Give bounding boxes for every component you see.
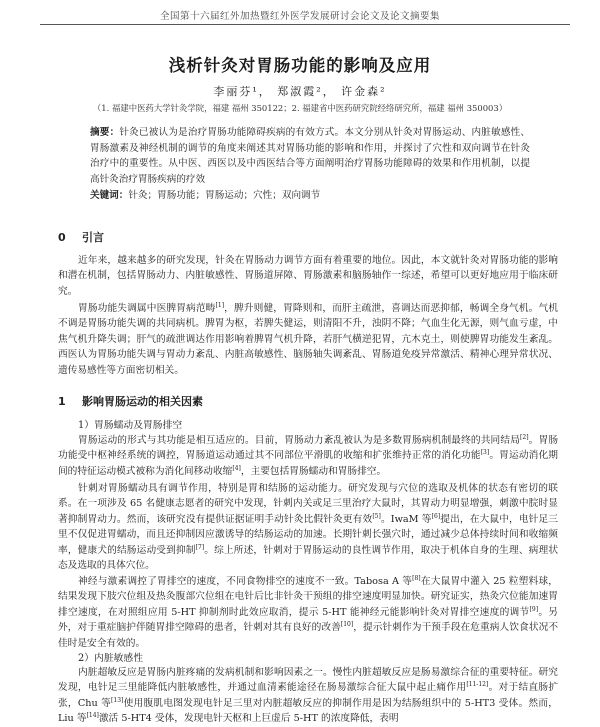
abstract-text: 针灸已被认为是治疗胃肠功能障碍疾病的有效方式。本文分别从针灸对胃肠运动、内脏敏感性、胃肠激素及神经机制的调节的角度来阐述其对胃肠功能的影响和作用，并探讨了穴性和双向调节在针灸治疗中的重要性。从中医、西医以及中西医结合等方面阐明治疗胃肠功能障碍的效果和作用机制，以提高针灸治疗胃肠疾病的疗效 (90, 127, 531, 185)
keywords-label: 关键词： (90, 190, 129, 201)
citation: [1] (215, 301, 225, 309)
section-number: 1 (58, 395, 66, 408)
paragraph-text: 内脏超敏反应是胃肠内脏疼痛的发病机制和影响因素之一。慢性内脏超敏反应是肠易激综合征的重要特征。研究发现，电针足三里能降低内脏敏感性，并通过血清素能途径在肠易激综合征大鼠中起止痛作用 (58, 667, 558, 694)
paragraph-text: 使用腹肌电图发现电针足三里对内脏超敏反应的抑制作用是因为结肠组织中的 5-HT3 受体。然而，Liu 等 (58, 697, 558, 725)
paragraph-text: ，提示针刺作为干预手段在危重病人饮食状况不佳时是安全有效的。 (58, 622, 559, 649)
keywords (90, 187, 530, 201)
affiliations: （1. 福建中医药大学针灸学院，福建 福州 350122；2. 福建省中医药研究院经络研究所，福建 福州 350003） (92, 103, 508, 113)
paragraph (58, 481, 558, 573)
abstract-label: 摘要： (90, 127, 120, 138)
section-heading-intro (58, 229, 104, 245)
section-heading-1 (58, 393, 203, 409)
section-title: 引言 (82, 231, 104, 244)
subsection-heading: 1）胃肠蠕动及胃肠排空 (78, 420, 183, 431)
abstract (90, 125, 530, 187)
header-divider (40, 24, 570, 25)
paragraph-text: 。另外，对于重症脑护伴随胃排空障碍的患者，针刺对其有良好的改善 (58, 606, 558, 634)
paragraph-text: 胃肠功能失调属中医脾胃病范畴 (78, 303, 216, 314)
keywords-text: 针灸；胃肠功能；胃肠运动；穴性；双向调节 (128, 190, 321, 201)
section-number: 0 (58, 231, 66, 244)
paragraph-text: 。胃运动消化期间的特征运动模式被称为消化间移动收缩 (58, 450, 558, 477)
running-head: 全国第十六届红外加热暨红外医学发展研讨会论文及论文摘要集 (159, 11, 440, 22)
paragraph-text: 激活 5-HT4 受体，发现电针天枢和上巨虚后 5-HT 的浓度降低，表明 (98, 713, 399, 725)
citation: [5] (372, 512, 381, 520)
paragraph-text: 在大鼠胃中灌入 25 粒塑料球，结果发现下肢穴位组及热灸腹部穴位组在电针后比非针灸干预组的排空速度明显加快。研究证实，热灸穴位能加速胃排空速度，在对照组应用 5-HT 抑制剂时此效应取消，提示 5-HT 能神经元能影响针灸对胃排空速度的调节 (58, 576, 558, 618)
citation: [7] (195, 543, 205, 551)
paper-title: 浅析针灸对胃肠功能的影响及应用 (168, 56, 432, 75)
paragraph-text: ，脾升则健，胃降则和，而肝主疏泄，喜调达而恶抑郁，畅调全身气机。气机不调是胃肠功能失调的共同病机。脾胃为枢，若脾失健运，则清阳不升，浊阴不降；气血生化无源，则气血亏虚，中焦气机升降失调；肝气的疏泄调达作用影响着脾胃气机升降，若肝气横逆犯胃，亢木克土，则使脾胃功能发生紊乱。西医认为胃肠功能失调与胃动力紊乱、内脏高敏感性、脑肠轴失调紊乱、胃肠道免疫异常激活、精神心理异常状况、遗传易感性等方面密切相关。 (58, 303, 559, 376)
paragraph-text: 神经与激素调控了胃排空的速度，不同食物排空的速度不一致。Tabosa A 等 (78, 576, 413, 587)
paragraph (58, 433, 558, 479)
paragraph (58, 574, 558, 651)
citation: [2] (520, 433, 529, 441)
paragraph-text: 提出，在大鼠中，电针足三里不仅促进胃蠕动，而且还抑制因应激诱导的结肠运动的加速。长期针刺长强穴时，通过减少总体持续时间和收缩频率，健康犬的结肠运动受到抑制 (58, 513, 558, 556)
citation: [8] (412, 574, 421, 582)
paragraph-text: ，主要包括胃肠蠕动和胃肠排空。 (240, 465, 387, 477)
paragraph-text: 。综上所述，针刺对于胃肠运动的良性调节作用，取决于机体自身的生理、病理状态及选取的具体穴位。 (58, 544, 559, 572)
paragraph (58, 665, 558, 727)
paragraph-text: 。对于结直肠扩张，Chu 等 (58, 682, 559, 709)
citation: [9] (529, 605, 539, 613)
citation: [3] (480, 449, 490, 457)
citation: [6] (431, 512, 441, 520)
paragraph (58, 253, 558, 299)
citation: [4] (232, 464, 241, 472)
paragraph-text: 。IwaM 等 (380, 513, 432, 525)
author-list: 李丽芬¹， 郑淑霞²， 许金森² (213, 85, 387, 98)
section-title: 影响胃肠运动的相关因素 (82, 395, 203, 408)
citation: [10] (340, 620, 354, 628)
citation: [13] (111, 696, 124, 704)
paragraph (58, 301, 558, 378)
citation: [14] (86, 711, 99, 719)
citation: [11-12] (466, 681, 489, 689)
paragraph-text: 针刺对胃肠蠕动具有调节作用，特别是胃和结肠的运动能力。研究发现与穴位的选取及机体的状态有密切的联系。在一项涉及 65 名健康志愿者的研究中发现，针刺内关或足三里治疗大鼠时，其胃动力明显增强，刺激中脘时显著抑制胃动力。然而，该研究没有提供证据证明手动针灸比假针灸更有效 (58, 483, 558, 525)
paragraph-text: 。胃肠功能受中枢神经系统的调控，胃肠道运动通过其不同部位平滑肌的收缩和扩张维持正常的消化功能 (58, 435, 559, 462)
paragraph-text: 胃肠运动的形式与其功能是相互适应的。目前，胃肠动力紊乱被认为是多数胃肠病机制最终的共同结局 (78, 435, 521, 446)
paragraph-text: 近年来，越来越多的研究发现，针灸在胃肠动力调节方面有着重要的地位。因此，本文就针灸对胃肠功能的影响和潜在机制，包括胃肠动力、内脏敏感性、胃肠道屏障、胃肠激素和脑肠轴作一综述，希望可以更好地应用于临床研究。 (58, 255, 558, 297)
subsection-heading: 2）内脏敏感性 (78, 653, 144, 664)
